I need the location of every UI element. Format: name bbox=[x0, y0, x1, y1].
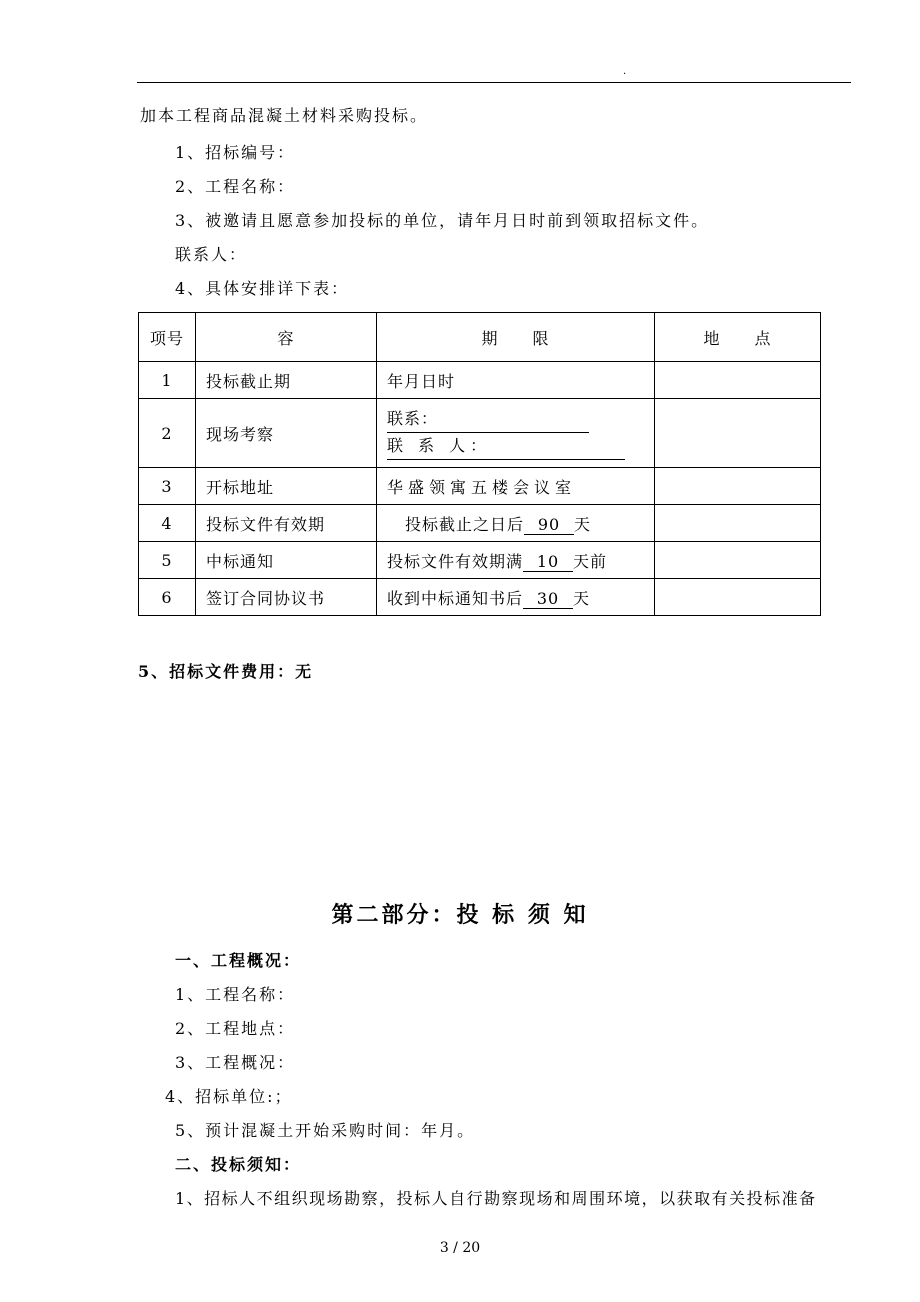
item-invitation: 3、被邀请且愿意参加投标的单位，请年月日时前到领取招标文件。 bbox=[175, 211, 710, 230]
period-suffix: 天 bbox=[573, 588, 591, 608]
item-schedule: 4、具体安排详下表： bbox=[175, 279, 350, 298]
contact-person-field: 联 系 人： bbox=[387, 433, 625, 460]
period-days: 10 bbox=[523, 552, 573, 572]
fee-line: 5、招标文件费用：无 bbox=[138, 662, 314, 681]
header-period: 期 限 bbox=[377, 313, 655, 362]
table-row bbox=[139, 468, 821, 505]
row-location bbox=[655, 505, 821, 542]
row-no: 4 bbox=[139, 505, 196, 542]
row-no: 2 bbox=[139, 399, 196, 468]
overview-project-name: 1、工程名称： bbox=[175, 985, 296, 1004]
item-project-name: 2、工程名称： bbox=[175, 177, 296, 196]
page-number: 3 / 20 bbox=[439, 1240, 481, 1256]
instruction-1: 1、招标人不组织现场勘察，投标人自行勘察现场和周围环境，以获取有关投标准备 bbox=[175, 1189, 817, 1208]
overview-project-location: 2、工程地点： bbox=[175, 1019, 296, 1038]
period-days: 30 bbox=[523, 589, 573, 609]
section-heading-instructions: 二、投标须知： bbox=[175, 1155, 302, 1174]
period-prefix: 投标文件有效期满 bbox=[387, 551, 524, 571]
row-no: 5 bbox=[139, 542, 196, 579]
row-location bbox=[655, 362, 821, 399]
period-prefix: 投标截止之日后 bbox=[405, 514, 525, 534]
header-rule bbox=[137, 82, 851, 83]
table-header-row bbox=[139, 313, 821, 362]
period-suffix: 天前 bbox=[573, 551, 608, 571]
contact-field: 联系： bbox=[387, 406, 589, 433]
period-days: 90 bbox=[524, 515, 574, 535]
header-content: 容 bbox=[196, 313, 377, 362]
row-period bbox=[377, 505, 655, 542]
item-contact: 联系人： bbox=[175, 245, 248, 264]
row-content: 投标文件有效期 bbox=[196, 505, 377, 542]
table-row bbox=[139, 579, 821, 616]
row-no: 6 bbox=[139, 579, 196, 616]
row-period: 年月日时 bbox=[377, 362, 655, 399]
row-content: 投标截止期 bbox=[196, 362, 377, 399]
period-suffix: 天 bbox=[574, 514, 592, 534]
row-content: 中标通知 bbox=[196, 542, 377, 579]
page-title: 第二部分：投 标 须 知 bbox=[331, 902, 589, 928]
row-location bbox=[655, 542, 821, 579]
table-row bbox=[139, 542, 821, 579]
row-period bbox=[377, 542, 655, 579]
row-content: 开标地址 bbox=[196, 468, 377, 505]
row-no: 3 bbox=[139, 468, 196, 505]
row-period: 华盛领寓五楼会议室 bbox=[387, 477, 577, 497]
row-content: 现场考察 bbox=[196, 399, 377, 468]
item-bid-number: 1、招标编号： bbox=[175, 143, 296, 162]
row-location bbox=[655, 579, 821, 616]
intro-line: 加本工程商品混凝土材料采购投标。 bbox=[140, 106, 429, 125]
table-row bbox=[139, 362, 821, 399]
overview-project-summary: 3、工程概况： bbox=[175, 1053, 296, 1072]
row-content: 签订合同协议书 bbox=[196, 579, 377, 616]
row-location bbox=[655, 399, 821, 468]
header-dot: . bbox=[623, 66, 627, 77]
row-no: 1 bbox=[139, 362, 196, 399]
row-location bbox=[655, 468, 821, 505]
section-heading-overview: 一、工程概况： bbox=[175, 951, 302, 970]
header-item-no: 项号 bbox=[139, 313, 196, 362]
row-period bbox=[377, 399, 655, 468]
table-row bbox=[139, 399, 821, 468]
header-location: 地 点 bbox=[655, 313, 821, 362]
schedule-table bbox=[138, 312, 821, 616]
overview-tenderer: 4、招标单位:； bbox=[165, 1087, 293, 1106]
table-row bbox=[139, 505, 821, 542]
period-prefix: 收到中标通知书后 bbox=[387, 588, 524, 608]
row-period bbox=[377, 579, 655, 616]
overview-purchase-time: 5、预计混凝土开始采购时间：年月。 bbox=[175, 1121, 476, 1140]
